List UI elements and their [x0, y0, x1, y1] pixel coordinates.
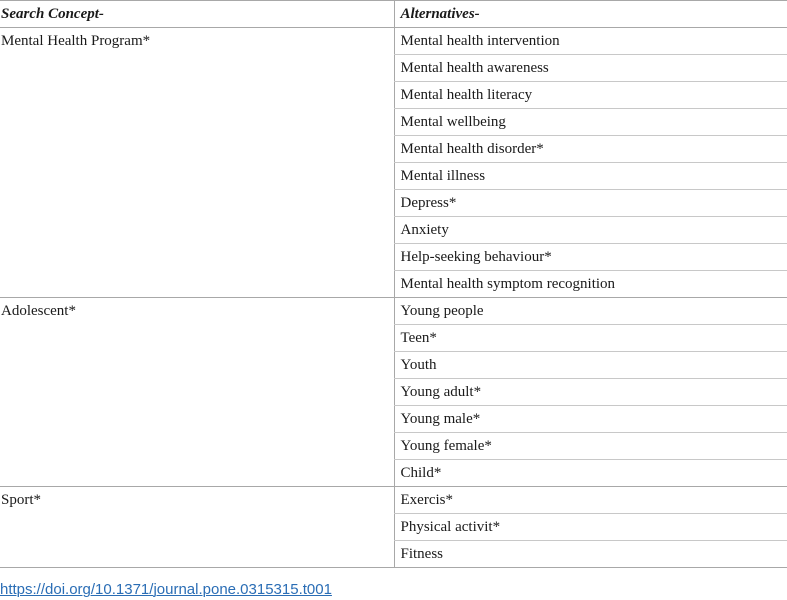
concept-cell-sport: Sport* — [0, 487, 394, 568]
alternative-cell: Exercis* — [394, 487, 787, 514]
table-row — [0, 28, 787, 55]
doi-link[interactable]: https://doi.org/10.1371/journal.pone.0315315.t001 — [0, 581, 332, 598]
alternative-cell: Mental health intervention — [394, 28, 787, 55]
alternative-cell: Fitness — [394, 541, 787, 568]
alternative-cell: Youth — [394, 352, 787, 379]
alternative-cell: Depress* — [394, 190, 787, 217]
alternative-cell: Physical activit* — [394, 514, 787, 541]
alternative-cell: Mental wellbeing — [394, 109, 787, 136]
alternative-cell: Help-seeking behaviour* — [394, 244, 787, 271]
alternative-cell: Young male* — [394, 406, 787, 433]
alternative-cell: Young people — [394, 298, 787, 325]
header-search-concept: Search Concept- — [0, 1, 394, 28]
alternative-cell: Young adult* — [394, 379, 787, 406]
alternative-cell: Mental health disorder* — [394, 136, 787, 163]
alternative-cell: Child* — [394, 460, 787, 487]
alternative-cell: Mental health symptom recognition — [394, 271, 787, 298]
table-row — [0, 298, 787, 325]
header-alternatives: Alternatives- — [394, 1, 787, 28]
table-header-row — [0, 1, 787, 28]
concept-cell-mental-health-program: Mental Health Program* — [0, 28, 394, 298]
alternative-cell: Teen* — [394, 325, 787, 352]
alternative-cell: Young female* — [394, 433, 787, 460]
alternative-cell: Mental illness — [394, 163, 787, 190]
alternative-cell: Anxiety — [394, 217, 787, 244]
concept-cell-adolescent: Adolescent* — [0, 298, 394, 487]
alternative-cell: Mental health literacy — [394, 82, 787, 109]
table-row — [0, 487, 787, 514]
alternative-cell: Mental health awareness — [394, 55, 787, 82]
